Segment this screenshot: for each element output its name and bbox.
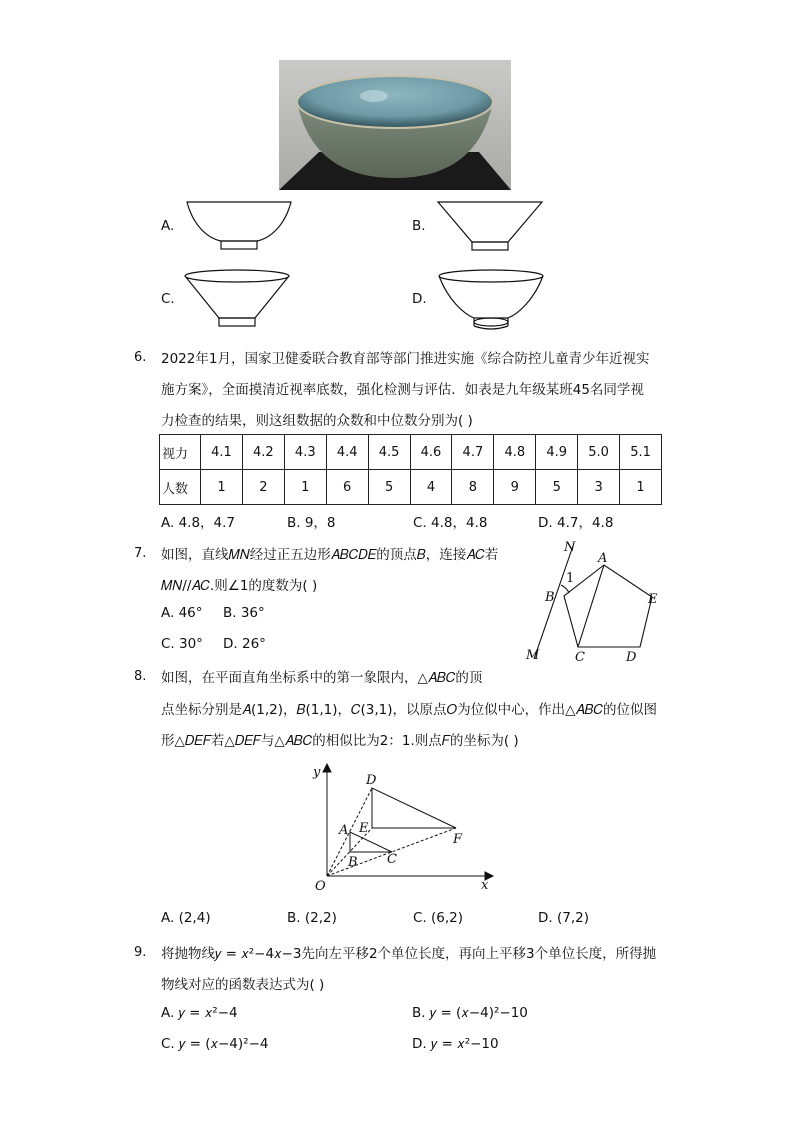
label-c: C <box>575 650 585 665</box>
label-1: 1 <box>566 571 575 586</box>
bowl-view-d <box>436 266 548 334</box>
label-e: E <box>648 592 658 607</box>
q8-option-d: D. (7,2) <box>538 910 589 926</box>
count-cell: 6 <box>326 470 368 505</box>
q9-option-b: B. 𝑦 = (𝑥−4)²−10 <box>412 1005 528 1021</box>
label-c: C <box>387 852 397 867</box>
label-o: O <box>315 879 326 894</box>
q6-number: 6. <box>134 350 147 365</box>
q6-option-b: B. 9，8 <box>287 515 336 531</box>
vision-cell: 5.0 <box>578 435 620 470</box>
table-row <box>160 470 662 505</box>
vision-cell: 4.8 <box>494 435 536 470</box>
vision-cell: 4.2 <box>242 435 284 470</box>
q7-number: 7. <box>134 546 147 561</box>
q7-option-d: D. 26° <box>223 636 266 652</box>
q7-text-line2: 𝑀𝑁//𝐴𝐶.则∠1的度数为( ) <box>161 578 318 594</box>
vision-cell: 4.4 <box>326 435 368 470</box>
coordinate-figure <box>305 762 495 900</box>
q8-option-a: A. (2,4) <box>161 910 211 926</box>
bowl-view-c <box>182 266 294 332</box>
count-cell: 2 <box>242 470 284 505</box>
q9-text-line2: 物线对应的函数表达式为( ) <box>161 977 325 993</box>
count-cell: 3 <box>578 470 620 505</box>
label-n: N <box>564 540 576 555</box>
label-m: M <box>526 648 540 663</box>
vision-cell: 4.7 <box>452 435 494 470</box>
count-cell: 1 <box>201 470 243 505</box>
q7-option-c: C. 30° <box>161 636 203 652</box>
pentagon-figure <box>520 535 670 669</box>
vision-cell: 4.6 <box>410 435 452 470</box>
bowl-photo <box>279 60 511 190</box>
q7-option-a: A. 46° <box>161 605 203 621</box>
q6-option-d: D. 4.7，4.8 <box>538 515 614 531</box>
q6-text-line3: 力检查的结果，则这组数据的众数和中位数分别为( ) <box>161 413 473 429</box>
vision-cell: 4.1 <box>201 435 243 470</box>
bowl-view-b <box>436 200 546 256</box>
q6-text-line2: 施方案》，全面摸清近视率底数，强化检测与评估．如表是九年级某班45名同学视 <box>161 382 644 398</box>
label-f: F <box>453 832 463 847</box>
count-cell: 5 <box>368 470 410 505</box>
q9-option-c: C. 𝑦 = (𝑥−4)²−4 <box>161 1036 269 1052</box>
count-cell: 9 <box>494 470 536 505</box>
q9-option-a: A. 𝑦 = 𝑥²−4 <box>161 1005 238 1021</box>
q5-option-d: D. <box>412 291 427 307</box>
q6-text-line1: 2022年1月，国家卫健委联合教育部等部门推进实施《综合防控儿童青少年近视实 <box>161 351 650 367</box>
count-header: 人数 <box>160 470 201 505</box>
q6-option-c: C. 4.8，4.8 <box>413 515 488 531</box>
label-b: B <box>348 855 358 870</box>
vision-table <box>159 434 662 505</box>
label-y: y <box>313 765 321 780</box>
vision-cell: 4.3 <box>284 435 326 470</box>
q9-option-d: D. 𝑦 = 𝑥²−10 <box>412 1036 499 1052</box>
q8-text-line2: 点坐标分别是𝐴(1,2)，𝐵(1,1)，𝐶(3,1)，以原点𝑂为位似中心，作出△𝐴𝐵𝐶的位似图 <box>161 702 658 718</box>
q5-option-b: B. <box>412 218 426 234</box>
q7-option-b: B. 36° <box>223 605 265 621</box>
count-cell: 1 <box>620 470 662 505</box>
vision-header: 视力 <box>160 435 201 470</box>
bowl-view-a <box>185 200 295 254</box>
q9-text-line1: 将抛物线𝑦 = 𝑥²−4𝑥−3先向左平移2个单位长度，再向上平移3个单位长度，所得抛 <box>161 946 657 962</box>
vision-cell: 4.9 <box>536 435 578 470</box>
q5-option-c: C. <box>161 291 175 307</box>
table-row <box>160 435 662 470</box>
q8-number: 8. <box>134 669 147 684</box>
q5-option-a: A. <box>161 218 175 234</box>
q8-text-line3: 形△𝐷𝐸𝐹若△𝐷𝐸𝐹与△𝐴𝐵𝐶的相似比为2：1.则点𝐹的坐标为( ) <box>161 733 519 749</box>
label-b: B <box>545 590 555 605</box>
label-d: D <box>366 773 377 788</box>
count-cell: 4 <box>410 470 452 505</box>
q8-option-b: B. (2,2) <box>287 910 337 926</box>
label-x: x <box>481 878 489 893</box>
q8-text-line1: 如图，在平面直角坐标系中的第一象限内，△𝐴𝐵𝐶的顶 <box>161 670 483 686</box>
q8-option-c: C. (6,2) <box>413 910 464 926</box>
label-d: D <box>626 650 637 665</box>
label-a: A <box>339 823 349 838</box>
q9-number: 9. <box>134 945 147 960</box>
count-cell: 8 <box>452 470 494 505</box>
q7-text-line1: 如图，直线𝑀𝑁经过正五边形𝐴𝐵𝐶𝐷𝐸的顶点𝐵，连接𝐴𝐶若 <box>161 547 499 563</box>
vision-cell: 4.5 <box>368 435 410 470</box>
label-a: A <box>598 551 608 566</box>
count-cell: 1 <box>284 470 326 505</box>
vision-cell: 5.1 <box>620 435 662 470</box>
label-e: E <box>359 821 369 836</box>
q6-option-a: A. 4.8，4.7 <box>161 515 236 531</box>
count-cell: 5 <box>536 470 578 505</box>
